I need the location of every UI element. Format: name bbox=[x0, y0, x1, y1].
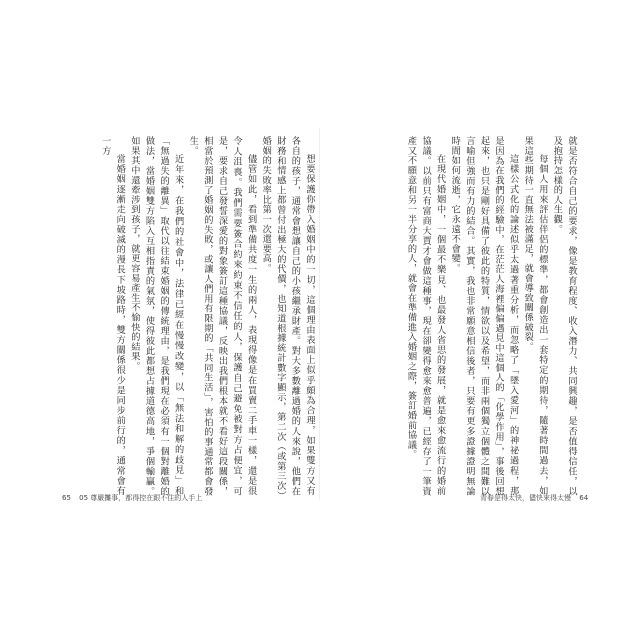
left-page-footer bbox=[62, 493, 202, 503]
paragraph: 在現代婚姻中，一個最不樂見、也最發人省思的發展，就是愈來愈流行的婚前協議。以前只有富商大賈才會做這種事，現在卻變得愈來愈普遍，已經存了一筆資產又不願意和另一半分享的人，就會在準備進入婚姻之際，簽訂婚前協議。 bbox=[405, 136, 446, 496]
paragraph: 就是否符合自己的要求，像是教育程度、收入潛力、共同興趣，是否值得信任，以及抱持怎樣的人生觀。 bbox=[551, 136, 577, 496]
page-number: 64 bbox=[579, 494, 589, 502]
paragraph: 每個人用來評估伴侶的標準，都會創造出一套特定的期待，隨著時間過去，如果這些期待一直無法被滿足，就會導致關係破裂。 bbox=[522, 136, 548, 496]
paragraph: 儘管如此，看到準備共度一生的兩人，表現得像是在買賣二手車一樣，還是很令人沮喪。我們需要簽合約來約束不信任的人，保護自己避免被對方占便宜，可是，要求自己發誓深愛的對象簽訂這種協議，反映出我們根本就不看好這段關係，相當於預測了婚姻的失敗，或讓人們用有限期的「共同生活」，害怕的事通常都會發生。 bbox=[187, 136, 257, 496]
left-page bbox=[50, 128, 320, 500]
right-page-footer bbox=[480, 493, 588, 503]
paragraph: 當婚姻逐漸走向破滅的漫長下坡路時，雙方關係很少是同步前行的，通常會有一方 bbox=[99, 136, 126, 496]
page-number: 65 bbox=[62, 494, 71, 502]
right-page bbox=[320, 128, 592, 500]
running-header: 青春是得太快，儘快來得太慢 bbox=[480, 494, 571, 502]
paragraph: 近年來，在我們的社會中，法律已經在慢慢改變，以「無法和解的歧見」和「無過失的離異」取代以往結束婚姻的傳統理由，是我們現在必須有一個對離婚的做法，當婚姻雙方陷入互相指責的氣氛，使得彼此都想占據道德高地，爭個輸贏。如果其中還牽涉到孩子，就更容易產生不愉快的結果。 bbox=[128, 136, 184, 496]
running-header: 05 尊嚴攤事，都得控在跟不住的人手上 bbox=[79, 494, 203, 502]
right-page-text bbox=[338, 136, 578, 496]
left-page-text bbox=[60, 136, 316, 496]
paragraph: 想要保護你帶入婚姻中的一切，這個理由表面上似乎頗為合理，如果雙方又有各自的孩子，通常會想讓自己的小孩繼承財產。對大多數離過婚的人來說，他們在財務和情感上都曾付出極大的代價，也知道根據統計數字顯示，第二次（或第三次）婚姻的失敗率比第一次還要高。 bbox=[260, 136, 315, 496]
paragraph: 這樣公式化的論述似乎太過著重分析，而忽略了「墜入愛河」的神祕過程，那是因為在我們的經驗中，在茫茫人海裡偏偏遇見中這個人的「化學作用」，事後回想起來，也只是剛好具備了彼此的特質，情欲以及希望，而非兩個獨立個體之間難以言喻但強而有力的結合。其實，我也非常願意相信後者，只要有更多證據證明無論時間如何流逝，它永遠不會變。 bbox=[449, 136, 519, 496]
